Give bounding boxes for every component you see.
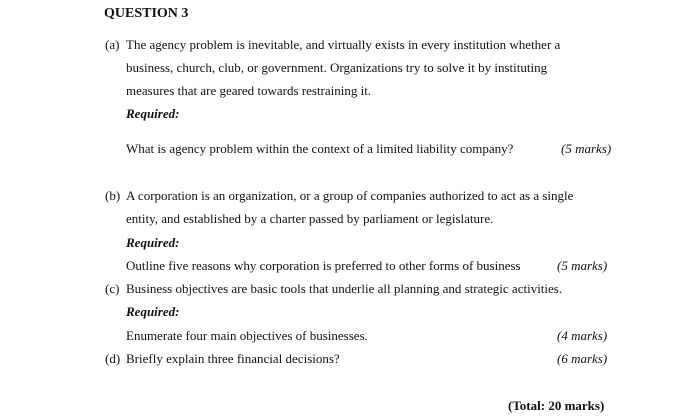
part-b-line-2: entity, and established by a charter passed by parliament or legislature. — [126, 211, 494, 226]
part-b-line-1: A corporation is an organization, or a group of companies authorized to act as a single — [126, 188, 574, 203]
part-a-required-label: Required: — [126, 106, 180, 121]
part-c-task: Enumerate four main objectives of businesses. — [126, 328, 368, 343]
part-a-marks: (5 marks) — [561, 141, 612, 156]
part-b-task: Outline five reasons why corporation is preferred to other forms of business — [126, 258, 521, 273]
part-a-line-3: measures that are geared towards restraining it. — [126, 83, 372, 98]
part-a-label: (a) — [105, 37, 120, 52]
part-c-required-label: Required: — [126, 304, 180, 319]
part-a-task: What is agency problem within the context of a limited liability company? — [126, 141, 514, 156]
part-b-label: (b) — [105, 188, 121, 203]
part-c-label: (c) — [105, 281, 120, 296]
part-a-line-2: business, church, club, or government. Organizations try to solve it by instituting — [126, 60, 548, 75]
total-marks: (Total: 20 marks) — [508, 398, 605, 413]
part-d-marks: (6 marks) — [557, 351, 608, 366]
part-d-text: Briefly explain three financial decisions? — [126, 351, 340, 366]
question-heading: QUESTION 3 — [104, 6, 189, 21]
part-d-label: (d) — [105, 351, 121, 366]
part-a-line-1: The agency problem is inevitable, and virtually exists in every institution whether a — [126, 37, 561, 52]
part-b-required-label: Required: — [126, 235, 180, 250]
part-c-marks: (4 marks) — [557, 328, 608, 343]
part-c-line-1: Business objectives are basic tools that underlie all planning and strategic activities. — [126, 281, 563, 296]
part-b-marks: (5 marks) — [557, 258, 608, 273]
